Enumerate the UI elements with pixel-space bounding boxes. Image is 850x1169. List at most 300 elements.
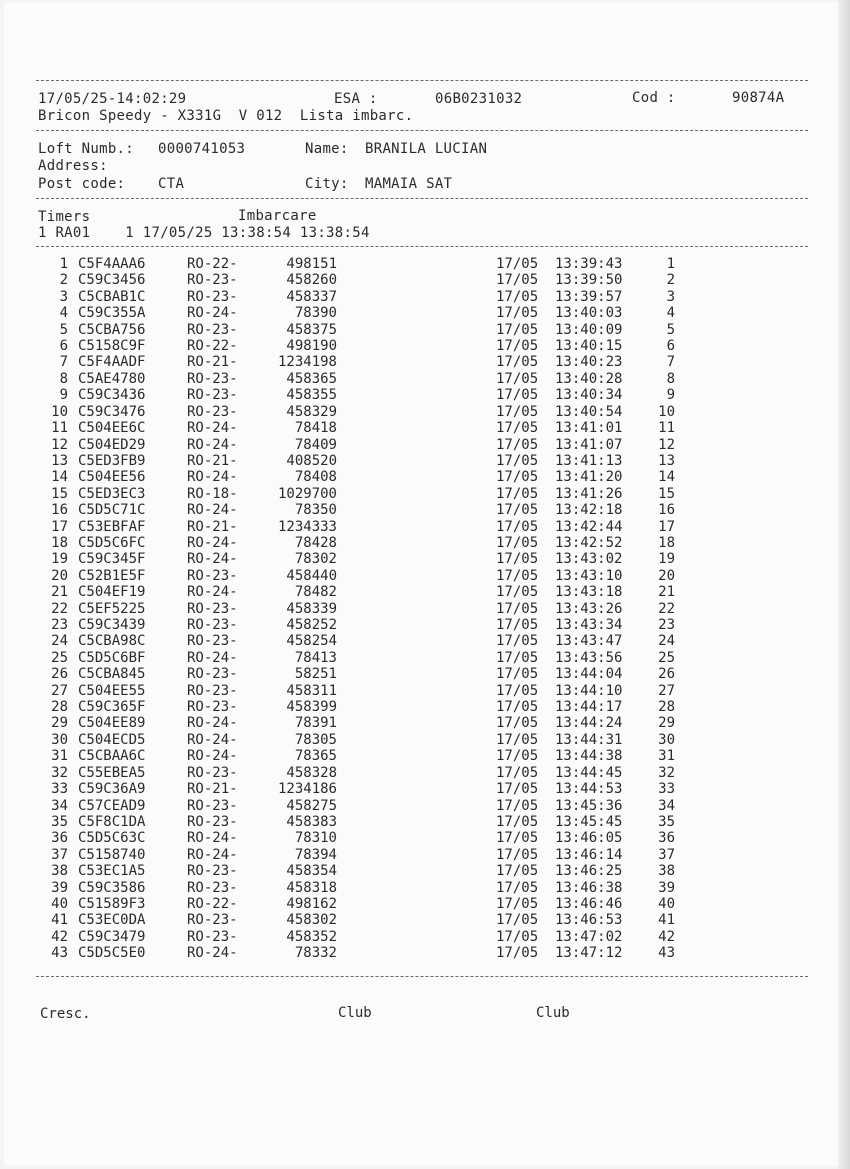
pigeon-code: C5CBA845 (78, 666, 146, 683)
pigeon-code: C59C3586 (78, 879, 146, 896)
table-row (0, 781, 850, 797)
pigeon-code: C5F4AADF (78, 354, 146, 371)
row-index: 10 (51, 403, 68, 420)
arrival-time: 13:44:24 (555, 715, 623, 732)
timers-label: Timers (38, 209, 91, 225)
ring-number: 458254 (286, 633, 337, 650)
table-row (0, 486, 850, 502)
position: 43 (658, 945, 675, 962)
arrival-time: 13:40:28 (555, 370, 623, 387)
ring-prefix: RO-24- (187, 469, 238, 486)
arrival-date: 17/05 (496, 534, 539, 551)
ring-number: 458399 (286, 699, 337, 716)
pigeon-code: C51589F3 (78, 895, 146, 912)
ring-prefix: RO-23- (187, 682, 238, 699)
divider-loft (36, 198, 808, 199)
table-row (0, 798, 850, 814)
row-index: 40 (51, 895, 68, 912)
row-index: 38 (51, 863, 68, 880)
table-row (0, 453, 850, 469)
arrival-time: 13:39:43 (555, 256, 623, 272)
position: 17 (658, 518, 675, 535)
arrival-date: 17/05 (496, 617, 539, 634)
ring-number: 458354 (286, 863, 337, 880)
arrival-time: 13:40:03 (555, 305, 623, 322)
arrival-time: 13:44:38 (555, 748, 623, 765)
pigeon-code: C53EC1A5 (78, 863, 146, 880)
pigeon-code: C57CEAD9 (78, 797, 146, 814)
ring-prefix: RO-23- (187, 387, 238, 404)
ring-prefix: RO-24- (187, 584, 238, 601)
table-row (0, 945, 850, 961)
arrival-time: 13:43:02 (555, 551, 623, 568)
pigeon-code: C59C36A9 (78, 781, 146, 798)
position: 22 (658, 600, 675, 617)
position: 7 (666, 354, 675, 371)
position: 18 (658, 534, 675, 551)
pigeon-code: C5F4AAA6 (78, 256, 146, 272)
device-line: Bricon Speedy - X331G V 012 Lista imbarc. (38, 108, 414, 124)
arrival-date: 17/05 (496, 436, 539, 453)
table-row (0, 715, 850, 731)
arrival-time: 13:44:04 (555, 666, 623, 683)
arrival-time: 13:46:46 (555, 895, 623, 912)
pigeon-code: C5CBAA6C (78, 748, 146, 765)
pigeon-code: C5D5C5E0 (78, 945, 146, 962)
table-row (0, 650, 850, 666)
ring-number: 458311 (286, 682, 337, 699)
arrival-time: 13:42:44 (555, 518, 623, 535)
arrival-date: 17/05 (496, 813, 539, 830)
ring-number: 78391 (294, 715, 337, 732)
arrival-date: 17/05 (496, 551, 539, 568)
cod-label: Cod : (632, 90, 676, 106)
arrival-time: 13:41:26 (555, 485, 623, 502)
ring-number: 458329 (286, 403, 337, 420)
row-index: 12 (51, 436, 68, 453)
position: 5 (666, 321, 675, 338)
position: 4 (666, 305, 675, 322)
table-row (0, 256, 850, 272)
position: 19 (658, 551, 675, 568)
arrival-date: 17/05 (496, 830, 539, 847)
table-row (0, 880, 850, 896)
ring-prefix: RO-23- (187, 863, 238, 880)
position: 23 (658, 617, 675, 634)
arrival-date: 17/05 (496, 731, 539, 748)
arrival-time: 13:41:13 (555, 452, 623, 469)
arrival-time: 13:46:05 (555, 830, 623, 847)
table-row (0, 338, 850, 354)
arrival-date: 17/05 (496, 600, 539, 617)
table-row (0, 912, 850, 928)
row-index: 6 (59, 338, 68, 355)
ring-prefix: RO-24- (187, 649, 238, 666)
row-index: 41 (51, 912, 68, 929)
ring-number: 78482 (294, 584, 337, 601)
arrival-time: 13:47:12 (555, 945, 623, 962)
divider-timers (36, 246, 808, 247)
ring-prefix: RO-23- (187, 912, 238, 929)
ring-prefix: RO-23- (187, 370, 238, 387)
arrival-time: 13:44:10 (555, 682, 623, 699)
pigeon-code: C52B1E5F (78, 567, 146, 584)
row-index: 7 (59, 354, 68, 371)
ring-prefix: RO-23- (187, 288, 238, 305)
table-row (0, 699, 850, 715)
ring-prefix: RO-23- (187, 928, 238, 945)
pigeon-code: C5EF5225 (78, 600, 146, 617)
ring-prefix: RO-23- (187, 666, 238, 683)
row-index: 31 (51, 748, 68, 765)
ring-number: 78418 (294, 420, 337, 437)
ring-prefix: RO-23- (187, 567, 238, 584)
club-label-1: Club (338, 1005, 372, 1021)
pigeon-code: C53EC0DA (78, 912, 146, 929)
arrival-date: 17/05 (496, 420, 539, 437)
ring-prefix: RO-24- (187, 420, 238, 437)
imbarcare-label: Imbarcare (238, 208, 317, 224)
arrival-date: 17/05 (496, 305, 539, 322)
arrival-date: 17/05 (496, 846, 539, 863)
arrival-time: 13:46:38 (555, 879, 623, 896)
position: 37 (658, 846, 675, 863)
arrival-date: 17/05 (496, 321, 539, 338)
ring-prefix: RO-21- (187, 452, 238, 469)
arrival-time: 13:42:52 (555, 534, 623, 551)
row-index: 9 (59, 387, 68, 404)
position: 33 (658, 781, 675, 798)
position: 40 (658, 895, 675, 912)
ring-number: 78350 (294, 502, 337, 519)
position: 42 (658, 928, 675, 945)
arrival-time: 13:41:07 (555, 436, 623, 453)
arrival-time: 13:43:10 (555, 567, 623, 584)
row-index: 23 (51, 617, 68, 634)
pigeon-code: C504EE56 (78, 469, 146, 486)
ring-prefix: RO-24- (187, 748, 238, 765)
row-index: 35 (51, 813, 68, 830)
ring-prefix: RO-24- (187, 534, 238, 551)
arrival-time: 13:40:09 (555, 321, 623, 338)
table-row (0, 601, 850, 617)
pigeon-code: C59C3479 (78, 928, 146, 945)
pigeon-code: C59C365F (78, 699, 146, 716)
ring-prefix: RO-21- (187, 781, 238, 798)
postcode-label: Post code: (38, 176, 126, 192)
row-index: 32 (51, 764, 68, 781)
ring-number: 78332 (294, 945, 337, 962)
cod-value: 90874A (732, 90, 785, 106)
ring-prefix: RO-23- (187, 633, 238, 650)
ring-number: 458318 (286, 879, 337, 896)
arrival-time: 13:40:23 (555, 354, 623, 371)
position: 20 (658, 567, 675, 584)
arrival-date: 17/05 (496, 912, 539, 929)
arrival-date: 17/05 (496, 781, 539, 798)
ring-number: 78390 (294, 305, 337, 322)
arrival-date: 17/05 (496, 485, 539, 502)
arrival-time: 13:44:17 (555, 699, 623, 716)
ring-number: 408520 (286, 452, 337, 469)
arrival-date: 17/05 (496, 699, 539, 716)
ring-prefix: RO-24- (187, 846, 238, 863)
table-row (0, 404, 850, 420)
ring-number: 458339 (286, 600, 337, 617)
ring-number: 78409 (294, 436, 337, 453)
table-row (0, 863, 850, 879)
table-row (0, 469, 850, 485)
position: 28 (658, 699, 675, 716)
row-index: 8 (59, 370, 68, 387)
arrival-date: 17/05 (496, 715, 539, 732)
ring-number: 58251 (294, 666, 337, 683)
arrival-date: 17/05 (496, 403, 539, 420)
row-index: 33 (51, 781, 68, 798)
position: 1 (666, 256, 675, 272)
ring-number: 1234333 (277, 518, 337, 535)
arrival-time: 13:47:02 (555, 928, 623, 945)
position: 32 (658, 764, 675, 781)
arrival-date: 17/05 (496, 863, 539, 880)
pigeon-code: C5158C9F (78, 338, 146, 355)
position: 26 (658, 666, 675, 683)
position: 2 (666, 272, 675, 289)
esa-label: ESA : (334, 91, 378, 107)
ring-number: 1234198 (277, 354, 337, 371)
arrival-date: 17/05 (496, 633, 539, 650)
table-row (0, 568, 850, 584)
table-row (0, 666, 850, 682)
row-index: 17 (51, 518, 68, 535)
row-index: 13 (51, 452, 68, 469)
arrival-time: 13:41:01 (555, 420, 623, 437)
ring-number: 78413 (294, 649, 337, 666)
pigeon-code: C59C345F (78, 551, 146, 568)
table-row (0, 519, 850, 535)
ring-number: 78310 (294, 830, 337, 847)
arrival-date: 17/05 (496, 879, 539, 896)
pigeon-code: C5F8C1DA (78, 813, 146, 830)
arrival-date: 17/05 (496, 518, 539, 535)
table-row (0, 633, 850, 649)
arrival-date: 17/05 (496, 338, 539, 355)
pigeon-code: C59C355A (78, 305, 146, 322)
position: 34 (658, 797, 675, 814)
arrival-date: 17/05 (496, 797, 539, 814)
ring-number: 458252 (286, 617, 337, 634)
ring-prefix: RO-23- (187, 600, 238, 617)
ring-number: 458440 (286, 567, 337, 584)
ring-number: 78302 (294, 551, 337, 568)
ring-prefix: RO-22- (187, 256, 238, 272)
position: 10 (658, 403, 675, 420)
pigeon-code: C5ED3EC3 (78, 485, 146, 502)
arrival-time: 13:44:31 (555, 731, 623, 748)
ring-prefix: RO-23- (187, 617, 238, 634)
loft-number-value: 0000741053 (158, 141, 246, 157)
pigeon-code: C5CBA756 (78, 321, 146, 338)
pigeon-code: C5D5C63C (78, 830, 146, 847)
ring-prefix: RO-21- (187, 354, 238, 371)
timer-line: 1 RA01 1 17/05/25 13:38:54 13:38:54 (38, 225, 370, 241)
position: 9 (666, 387, 675, 404)
position: 29 (658, 715, 675, 732)
arrival-date: 17/05 (496, 748, 539, 765)
row-index: 28 (51, 699, 68, 716)
pigeon-code: C5ED3FB9 (78, 452, 146, 469)
row-index: 16 (51, 502, 68, 519)
ring-prefix: RO-21- (187, 518, 238, 535)
postcode-value: CTA (158, 176, 185, 192)
table-row (0, 387, 850, 403)
arrival-date: 17/05 (496, 387, 539, 404)
position: 27 (658, 682, 675, 699)
esa-value: 06B0231032 (435, 91, 523, 107)
row-index: 1 (59, 256, 68, 272)
row-index: 5 (59, 321, 68, 338)
table-row (0, 551, 850, 567)
pigeon-code: C59C3476 (78, 403, 146, 420)
table-row (0, 437, 850, 453)
ring-number: 458260 (286, 272, 337, 289)
arrival-date: 17/05 (496, 452, 539, 469)
row-index: 3 (59, 288, 68, 305)
position: 21 (658, 584, 675, 601)
row-index: 21 (51, 584, 68, 601)
pigeon-code: C53EBFAF (78, 518, 146, 535)
position: 41 (658, 912, 675, 929)
table-row (0, 683, 850, 699)
table-row (0, 289, 850, 305)
table-row (0, 765, 850, 781)
arrival-time: 13:42:18 (555, 502, 623, 519)
row-index: 19 (51, 551, 68, 568)
divider-header (36, 130, 808, 131)
ring-prefix: RO-24- (187, 436, 238, 453)
row-index: 36 (51, 830, 68, 847)
arrival-time: 13:40:34 (555, 387, 623, 404)
position: 31 (658, 748, 675, 765)
table-row (0, 272, 850, 288)
ring-number: 458365 (286, 370, 337, 387)
ring-number: 458383 (286, 813, 337, 830)
row-index: 42 (51, 928, 68, 945)
ring-prefix: RO-24- (187, 305, 238, 322)
ring-number: 458328 (286, 764, 337, 781)
ring-prefix: RO-23- (187, 797, 238, 814)
ring-prefix: RO-22- (187, 895, 238, 912)
table-row (0, 847, 850, 863)
arrival-date: 17/05 (496, 945, 539, 962)
ring-prefix: RO-23- (187, 321, 238, 338)
table-row (0, 748, 850, 764)
row-index: 34 (51, 797, 68, 814)
row-index: 24 (51, 633, 68, 650)
ring-number: 498190 (286, 338, 337, 355)
arrival-time: 13:43:47 (555, 633, 623, 650)
ring-number: 458337 (286, 288, 337, 305)
ring-prefix: RO-22- (187, 338, 238, 355)
ring-prefix: RO-24- (187, 945, 238, 962)
ring-number: 458375 (286, 321, 337, 338)
arrival-date: 17/05 (496, 682, 539, 699)
pigeon-code: C59C3436 (78, 387, 146, 404)
position: 36 (658, 830, 675, 847)
table-row (0, 322, 850, 338)
row-index: 25 (51, 649, 68, 666)
arrival-time: 13:43:26 (555, 600, 623, 617)
loft-number-label: Loft Numb.: (38, 141, 135, 157)
pigeon-code: C504EE6C (78, 420, 146, 437)
arrival-time: 13:46:14 (555, 846, 623, 863)
row-index: 39 (51, 879, 68, 896)
ring-prefix: RO-23- (187, 813, 238, 830)
arrival-date: 17/05 (496, 256, 539, 272)
ring-number: 1029700 (277, 485, 337, 502)
ring-prefix: RO-24- (187, 551, 238, 568)
table-row (0, 584, 850, 600)
arrival-date: 17/05 (496, 567, 539, 584)
arrival-date: 17/05 (496, 928, 539, 945)
arrival-time: 13:43:34 (555, 617, 623, 634)
row-index: 29 (51, 715, 68, 732)
position: 38 (658, 863, 675, 880)
arrival-date: 17/05 (496, 370, 539, 387)
table-row (0, 305, 850, 321)
table-row (0, 732, 850, 748)
row-index: 2 (59, 272, 68, 289)
pigeon-code: C504ED29 (78, 436, 146, 453)
arrival-date: 17/05 (496, 666, 539, 683)
pigeon-code: C5D5C6BF (78, 649, 146, 666)
arrival-time: 13:45:36 (555, 797, 623, 814)
ring-prefix: RO-24- (187, 830, 238, 847)
position: 25 (658, 649, 675, 666)
ring-number: 78394 (294, 846, 337, 863)
arrival-time: 13:43:56 (555, 649, 623, 666)
arrival-time: 13:44:45 (555, 764, 623, 781)
pigeon-code: C59C3456 (78, 272, 146, 289)
pigeon-code: C5D5C6FC (78, 534, 146, 551)
cresc-label: Cresc. (40, 1006, 91, 1022)
arrival-date: 17/05 (496, 764, 539, 781)
position: 30 (658, 731, 675, 748)
print-datetime: 17/05/25-14:02:29 (38, 91, 187, 107)
row-index: 11 (51, 420, 68, 437)
table-row (0, 371, 850, 387)
row-index: 20 (51, 567, 68, 584)
arrival-time: 13:46:25 (555, 863, 623, 880)
pigeon-code: C59C3439 (78, 617, 146, 634)
pigeon-code: C504ECD5 (78, 731, 146, 748)
table-row (0, 420, 850, 436)
table-row (0, 354, 850, 370)
position: 3 (666, 288, 675, 305)
position: 35 (658, 813, 675, 830)
ring-prefix: RO-23- (187, 403, 238, 420)
position: 8 (666, 370, 675, 387)
address-label: Address: (38, 158, 108, 174)
ring-number: 78408 (294, 469, 337, 486)
row-index: 15 (51, 485, 68, 502)
position: 11 (658, 420, 675, 437)
row-index: 30 (51, 731, 68, 748)
pigeon-code: C504EF19 (78, 584, 146, 601)
pigeon-code: C5CBA98C (78, 633, 146, 650)
row-index: 43 (51, 945, 68, 962)
arrival-time: 13:39:50 (555, 272, 623, 289)
